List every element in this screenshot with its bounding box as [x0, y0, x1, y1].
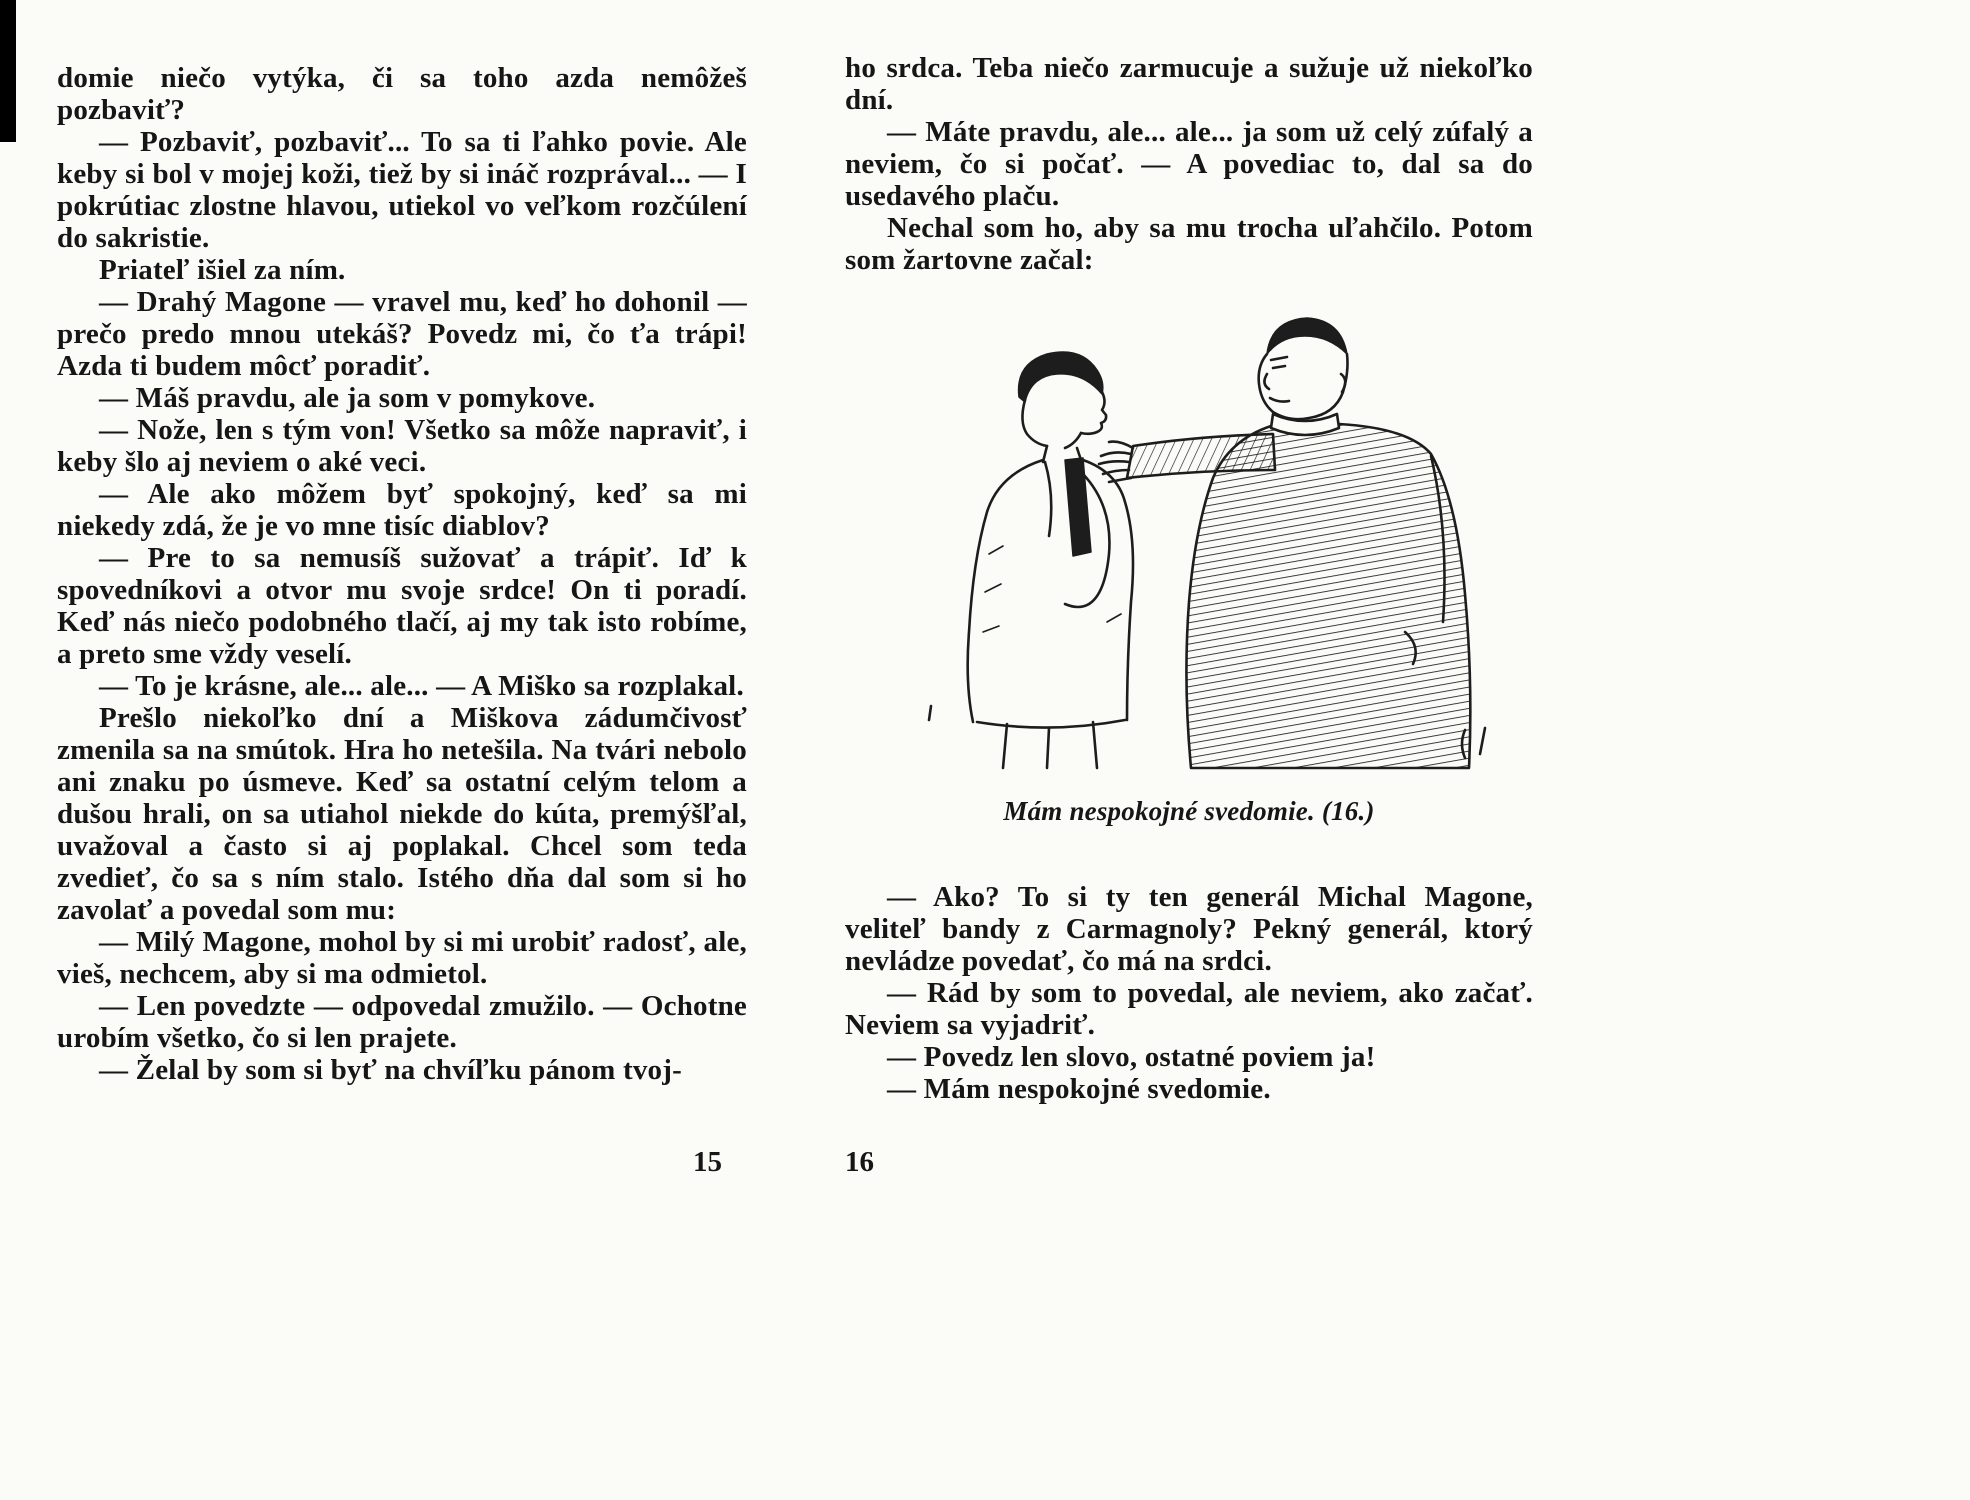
paragraph: — Rád by som to povedal, ale neviem, ako začať. Neviem sa vyjadriť.: [845, 977, 1533, 1041]
paragraph: — Máte pravdu, ale... ale... ja som už celý zúfalý a neviem, čo si počať. — A povediac to, dal sa do usedavého plaču.: [845, 116, 1533, 212]
page-number-left: 15: [693, 1146, 722, 1178]
paragraph: — Povedz len slovo, ostatné poviem ja!: [887, 1041, 1376, 1073]
illustration-caption: Mám nespokojné svedomie. (16.): [1003, 796, 1375, 826]
scan-edge-artifact: [0, 0, 16, 142]
paragraph: Prešlo niekoľko dní a Miškova zádumčivosť zmenila sa na smútok. Hra ho netešila. Na tvári nebolo ani znaku po úsmeve. Keď sa ostatní celým telom a dušou hrali, on sa utiahol niekde do kúta, premýšľal, uvažoval a často si aj poplakal. Chcel som teda zvedieť, čo sa s ním stalo. Istého dňa dal som si ho zavolať a povedal som mu:: [57, 702, 747, 926]
paragraph: — Drahý Magone — vravel mu, keď ho dohonil — prečo predo mnou utekáš? Povedz mi, čo ťa trápi! Azda ti budem môcť poradiť.: [57, 286, 747, 382]
page-right-text-column: [845, 52, 1533, 1105]
illustration-priest-and-boy: [869, 302, 1509, 772]
paragraph: Priateľ išiel za ním.: [99, 254, 346, 286]
paragraph: — Máš pravdu, ale ja som v pomykove.: [99, 382, 596, 414]
paragraph: — Len povedzte — odpovedal zmužilo. — Ochotne urobím všetko, čo si len prajete.: [57, 990, 747, 1054]
paragraph: domie niečo vytýka, či sa toho azda nemôžeš pozbaviť?: [57, 62, 747, 126]
paragraph: Nechal som ho, aby sa mu trocha uľahčilo. Potom som žartovne začal:: [845, 212, 1533, 276]
priest-cassock: [1186, 424, 1470, 768]
paragraph: ho srdca. Teba niečo zarmucuje a sužuje už niekoľko dní.: [845, 52, 1533, 116]
paragraph: — Želal by som si byť na chvíľku pánom tvoj-: [99, 1054, 682, 1086]
page-number-right: 16: [845, 1146, 874, 1178]
paragraph: — Mám nespokojné svedomie.: [887, 1073, 1271, 1105]
illustration-figure: [845, 302, 1533, 827]
priest-arm: [1127, 434, 1275, 478]
paragraph: — Ale ako môžem byť spokojný, keď sa mi niekedy zdá, že je vo mne tisíc diablov?: [57, 478, 747, 542]
paragraph: — Milý Magone, mohol by si mi urobiť radosť, ale, vieš, nechcem, aby si ma odmietol.: [57, 926, 747, 990]
paragraph: — Pozbaviť, pozbaviť... To sa ti ľahko povie. Ale keby si bol v mojej koži, tiež by si ináč rozprával... — I pokrútiac zlostne hlavou, utiekol vo veľkom rozčúlení do sakristie.: [57, 126, 747, 254]
paragraph: — To je krásne, ale... ale... — A Miško sa rozplakal.: [99, 670, 744, 702]
paragraph: — Pre to sa nemusíš sužovať a trápiť. Iď k spovedníkovi a otvor mu svoje srdce! On ti poradí. Keď nás niečo podobného tlačí, aj my tak isto robíme, a preto sme vždy veselí.: [57, 542, 747, 670]
paragraph: — Ako? To si ty ten generál Michal Magone, veliteľ bandy z Carmagnoly? Pekný generál, ktorý nevládze povedať, čo má na srdci.: [845, 881, 1533, 977]
paragraph: — Nože, len s tým von! Všetko sa môže napraviť, i keby šlo aj neviem o aké veci.: [57, 414, 747, 478]
page-left-text-column: [57, 62, 747, 1086]
